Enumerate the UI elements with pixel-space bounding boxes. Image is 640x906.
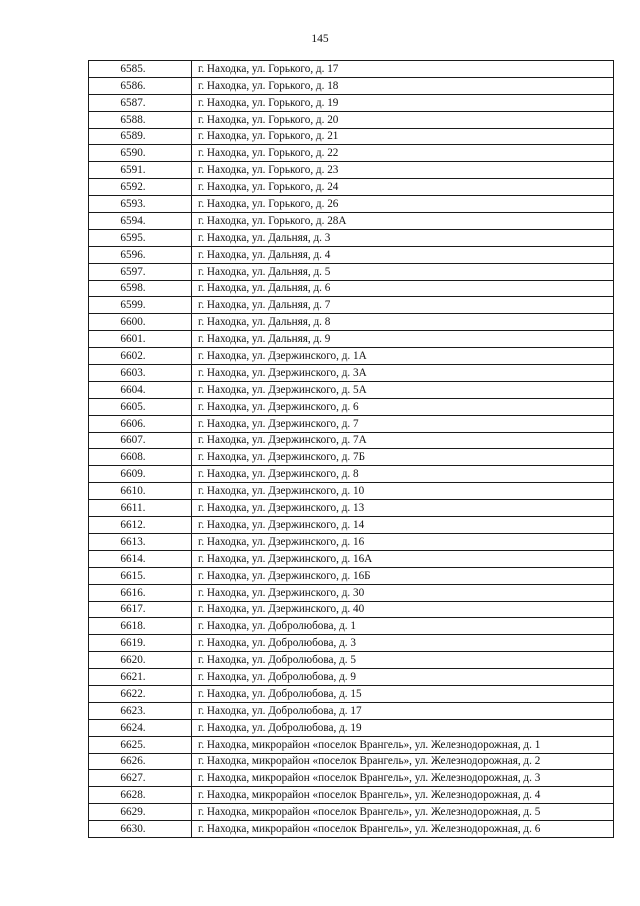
row-address: г. Находка, ул. Дзержинского, д. 7Б bbox=[192, 449, 614, 466]
row-number: 6586. bbox=[89, 77, 192, 94]
row-number: 6626. bbox=[89, 753, 192, 770]
row-address: г. Находка, ул. Добролюбова, д. 5 bbox=[192, 652, 614, 669]
row-number: 6627. bbox=[89, 770, 192, 787]
table-row bbox=[89, 736, 614, 753]
row-address: г. Находка, ул. Дзержинского, д. 7 bbox=[192, 415, 614, 432]
table-row bbox=[89, 500, 614, 517]
row-address: г. Находка, ул. Дальняя, д. 3 bbox=[192, 229, 614, 246]
row-number: 6609. bbox=[89, 466, 192, 483]
row-number: 6611. bbox=[89, 500, 192, 517]
table-row bbox=[89, 196, 614, 213]
row-number: 6592. bbox=[89, 179, 192, 196]
row-address: г. Находка, ул. Дзержинского, д. 40 bbox=[192, 601, 614, 618]
row-number: 6619. bbox=[89, 635, 192, 652]
table-row bbox=[89, 584, 614, 601]
row-address: г. Находка, ул. Добролюбова, д. 17 bbox=[192, 702, 614, 719]
row-address: г. Находка, микрорайон «поселок Врангель», ул. Железнодорожная, д. 1 bbox=[192, 736, 614, 753]
row-address: г. Находка, ул. Дзержинского, д. 3А bbox=[192, 365, 614, 382]
row-number: 6594. bbox=[89, 213, 192, 230]
table-row bbox=[89, 517, 614, 534]
row-number: 6601. bbox=[89, 331, 192, 348]
row-address: г. Находка, микрорайон «поселок Врангель», ул. Железнодорожная, д. 5 bbox=[192, 804, 614, 821]
row-address: г. Находка, ул. Дзержинского, д. 16А bbox=[192, 550, 614, 567]
row-address: г. Находка, ул. Добролюбова, д. 3 bbox=[192, 635, 614, 652]
table-row bbox=[89, 821, 614, 838]
row-number: 6591. bbox=[89, 162, 192, 179]
table-row bbox=[89, 702, 614, 719]
row-address: г. Находка, ул. Добролюбова, д. 19 bbox=[192, 719, 614, 736]
row-number: 6613. bbox=[89, 533, 192, 550]
row-number: 6602. bbox=[89, 348, 192, 365]
table-row bbox=[89, 162, 614, 179]
table-row bbox=[89, 449, 614, 466]
table-row bbox=[89, 381, 614, 398]
table-row bbox=[89, 179, 614, 196]
table-row bbox=[89, 61, 614, 78]
row-address: г. Находка, ул. Горького, д. 20 bbox=[192, 111, 614, 128]
row-number: 6590. bbox=[89, 145, 192, 162]
row-address: г. Находка, ул. Дальняя, д. 9 bbox=[192, 331, 614, 348]
row-number: 6585. bbox=[89, 61, 192, 78]
row-address: г. Находка, ул. Дзержинского, д. 16Б bbox=[192, 567, 614, 584]
table-row bbox=[89, 415, 614, 432]
table-row bbox=[89, 246, 614, 263]
row-number: 6630. bbox=[89, 821, 192, 838]
address-table bbox=[88, 60, 614, 838]
table-row bbox=[89, 652, 614, 669]
row-number: 6623. bbox=[89, 702, 192, 719]
table-row bbox=[89, 213, 614, 230]
table-row bbox=[89, 94, 614, 111]
row-address: г. Находка, ул. Горького, д. 21 bbox=[192, 128, 614, 145]
table-row bbox=[89, 314, 614, 331]
row-address: г. Находка, ул. Горького, д. 22 bbox=[192, 145, 614, 162]
row-number: 6588. bbox=[89, 111, 192, 128]
row-number: 6618. bbox=[89, 618, 192, 635]
page-number: 145 bbox=[311, 33, 329, 45]
table-row bbox=[89, 348, 614, 365]
table-row bbox=[89, 263, 614, 280]
row-address: г. Находка, ул. Горького, д. 23 bbox=[192, 162, 614, 179]
table-row bbox=[89, 229, 614, 246]
table-row bbox=[89, 466, 614, 483]
table-row bbox=[89, 719, 614, 736]
row-address: г. Находка, ул. Добролюбова, д. 9 bbox=[192, 669, 614, 686]
row-number: 6595. bbox=[89, 229, 192, 246]
row-number: 6628. bbox=[89, 787, 192, 804]
table-row bbox=[89, 111, 614, 128]
row-address: г. Находка, ул. Дальняя, д. 7 bbox=[192, 297, 614, 314]
table-row bbox=[89, 432, 614, 449]
row-address: г. Находка, ул. Дальняя, д. 4 bbox=[192, 246, 614, 263]
table-row bbox=[89, 567, 614, 584]
table-row bbox=[89, 128, 614, 145]
table-row bbox=[89, 550, 614, 567]
row-number: 6587. bbox=[89, 94, 192, 111]
table-row bbox=[89, 787, 614, 804]
row-address: г. Находка, микрорайон «поселок Врангель», ул. Железнодорожная, д. 2 bbox=[192, 753, 614, 770]
row-address: г. Находка, ул. Дальняя, д. 6 bbox=[192, 280, 614, 297]
row-address: г. Находка, ул. Дзержинского, д. 10 bbox=[192, 483, 614, 500]
row-number: 6603. bbox=[89, 365, 192, 382]
table-row bbox=[89, 297, 614, 314]
row-address: г. Находка, ул. Дальняя, д. 5 bbox=[192, 263, 614, 280]
table-row bbox=[89, 635, 614, 652]
table-row bbox=[89, 770, 614, 787]
row-number: 6620. bbox=[89, 652, 192, 669]
row-number: 6622. bbox=[89, 685, 192, 702]
table-row bbox=[89, 365, 614, 382]
row-address: г. Находка, ул. Добролюбова, д. 1 bbox=[192, 618, 614, 635]
table-row bbox=[89, 804, 614, 821]
row-number: 6624. bbox=[89, 719, 192, 736]
row-number: 6598. bbox=[89, 280, 192, 297]
row-number: 6605. bbox=[89, 398, 192, 415]
row-number: 6604. bbox=[89, 381, 192, 398]
table-row bbox=[89, 280, 614, 297]
table-row bbox=[89, 398, 614, 415]
row-number: 6629. bbox=[89, 804, 192, 821]
row-number: 6614. bbox=[89, 550, 192, 567]
row-number: 6597. bbox=[89, 263, 192, 280]
row-address: г. Находка, ул. Горького, д. 28А bbox=[192, 213, 614, 230]
row-address: г. Находка, ул. Дзержинского, д. 6 bbox=[192, 398, 614, 415]
table-row bbox=[89, 533, 614, 550]
table-row bbox=[89, 753, 614, 770]
table-row bbox=[89, 77, 614, 94]
table-row bbox=[89, 331, 614, 348]
row-address: г. Находка, ул. Дзержинского, д. 14 bbox=[192, 517, 614, 534]
row-address: г. Находка, ул. Горького, д. 18 bbox=[192, 77, 614, 94]
row-address: г. Находка, ул. Дзержинского, д. 30 bbox=[192, 584, 614, 601]
row-number: 6625. bbox=[89, 736, 192, 753]
row-address: г. Находка, ул. Горького, д. 17 bbox=[192, 61, 614, 78]
row-address: г. Находка, ул. Добролюбова, д. 15 bbox=[192, 685, 614, 702]
address-table-body bbox=[89, 61, 614, 838]
row-number: 6607. bbox=[89, 432, 192, 449]
row-address: г. Находка, ул. Горького, д. 26 bbox=[192, 196, 614, 213]
row-number: 6616. bbox=[89, 584, 192, 601]
row-address: г. Находка, ул. Дзержинского, д. 13 bbox=[192, 500, 614, 517]
row-number: 6621. bbox=[89, 669, 192, 686]
table-row bbox=[89, 669, 614, 686]
row-number: 6612. bbox=[89, 517, 192, 534]
row-number: 6610. bbox=[89, 483, 192, 500]
table-row bbox=[89, 618, 614, 635]
row-address: г. Находка, ул. Дзержинского, д. 5А bbox=[192, 381, 614, 398]
row-number: 6615. bbox=[89, 567, 192, 584]
table-row bbox=[89, 601, 614, 618]
row-address: г. Находка, микрорайон «поселок Врангель», ул. Железнодорожная, д. 3 bbox=[192, 770, 614, 787]
row-address: г. Находка, ул. Горького, д. 19 bbox=[192, 94, 614, 111]
table-row bbox=[89, 483, 614, 500]
row-address: г. Находка, микрорайон «поселок Врангель», ул. Железнодорожная, д. 6 bbox=[192, 821, 614, 838]
row-address: г. Находка, ул. Дзержинского, д. 7А bbox=[192, 432, 614, 449]
row-number: 6593. bbox=[89, 196, 192, 213]
row-address: г. Находка, микрорайон «поселок Врангель», ул. Железнодорожная, д. 4 bbox=[192, 787, 614, 804]
row-number: 6599. bbox=[89, 297, 192, 314]
row-number: 6606. bbox=[89, 415, 192, 432]
row-number: 6600. bbox=[89, 314, 192, 331]
table-row bbox=[89, 685, 614, 702]
row-address: г. Находка, ул. Дальняя, д. 8 bbox=[192, 314, 614, 331]
row-number: 6608. bbox=[89, 449, 192, 466]
row-address: г. Находка, ул. Дзержинского, д. 8 bbox=[192, 466, 614, 483]
row-address: г. Находка, ул. Дзержинского, д. 1А bbox=[192, 348, 614, 365]
table-row bbox=[89, 145, 614, 162]
row-number: 6589. bbox=[89, 128, 192, 145]
row-address: г. Находка, ул. Дзержинского, д. 16 bbox=[192, 533, 614, 550]
row-number: 6596. bbox=[89, 246, 192, 263]
row-number: 6617. bbox=[89, 601, 192, 618]
row-address: г. Находка, ул. Горького, д. 24 bbox=[192, 179, 614, 196]
